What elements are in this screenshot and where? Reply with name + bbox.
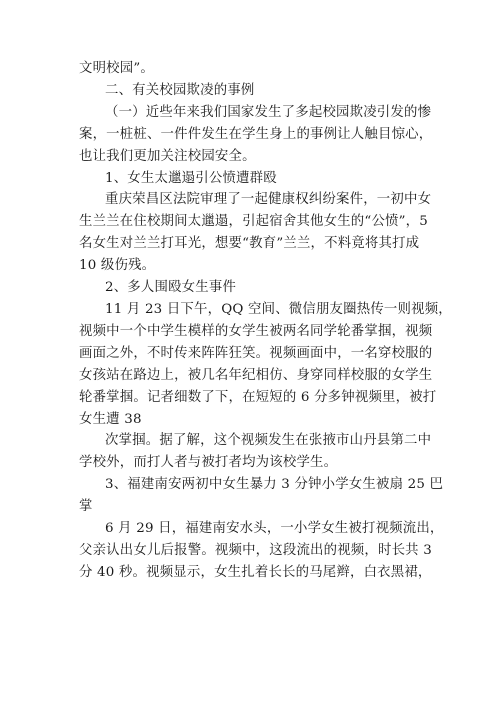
text-line: 视频中一个中学生模样的女学生被两名同学轮番掌掴，视频	[79, 323, 433, 339]
text-line: 父亲认出女儿后报警。视频中，这段流出的视频，时长共 3	[79, 542, 432, 558]
text-line: 女生遭 38	[79, 411, 142, 427]
text-line: 2、多人围殴女生事件	[105, 280, 237, 296]
text-line: 10 级伤残。	[79, 258, 156, 274]
text-line: 1、女生太邋遢引公愤遭群殴	[105, 170, 277, 186]
text-line: （一）近些年来我们国家发生了多起校园欺凌引发的惨	[105, 104, 432, 120]
text-line: 11 月 23 日下午，QQ 空间、微信朋友圈热传一则视频，	[105, 301, 452, 317]
text-line: 次掌掴。据了解，这个视频发生在张掖市山丹县第二中	[105, 433, 432, 449]
text-line: 学校外，而打人者与被打者均为该校学生。	[79, 455, 338, 471]
text-line: 3、福建南安两初中女生暴力 3 分钟小学女生被扇 25 巴	[105, 477, 444, 493]
text-line: 生兰兰在住校期间太邋遢，引起宿舍其他女生的“公愤”，5	[79, 214, 428, 230]
document-body	[79, 58, 452, 584]
text-line: 分 40 秒。视频显示，女生扎着长长的马尾辫，白衣黑裙，	[79, 564, 432, 580]
text-line: 文明校园”。	[79, 61, 154, 76]
text-line: 女孩站在路边上，被几名年纪相仿、身穿同样校服的女学生	[79, 367, 433, 383]
text-line: 轮番掌掴。记者细数了下，在短短的 6 分多钟视频里，被打	[79, 389, 437, 405]
text-line: 案，一桩桩、一件件发生在学生身上的事例让人触目惊心，	[79, 126, 433, 142]
text-line: 掌	[79, 499, 93, 515]
text-line: 重庆荣昌区法院审理了一起健康权纠纷案件，一初中女	[105, 192, 432, 208]
text-line: 画面之外，不时传来阵阵狂笑。视频画面中，一名穿校服的	[79, 345, 433, 361]
text-line: 6 月 29 日，福建南安水头，一小学女生被打视频流出，	[105, 521, 444, 537]
text-line: 二、有关校园欺凌的事例	[105, 82, 255, 98]
text-line: 也让我们更加关注校园安全。	[79, 148, 256, 164]
text-line: 名女生对兰兰打耳光，想要“教育”兰兰，不料竟将其打成	[79, 236, 420, 252]
